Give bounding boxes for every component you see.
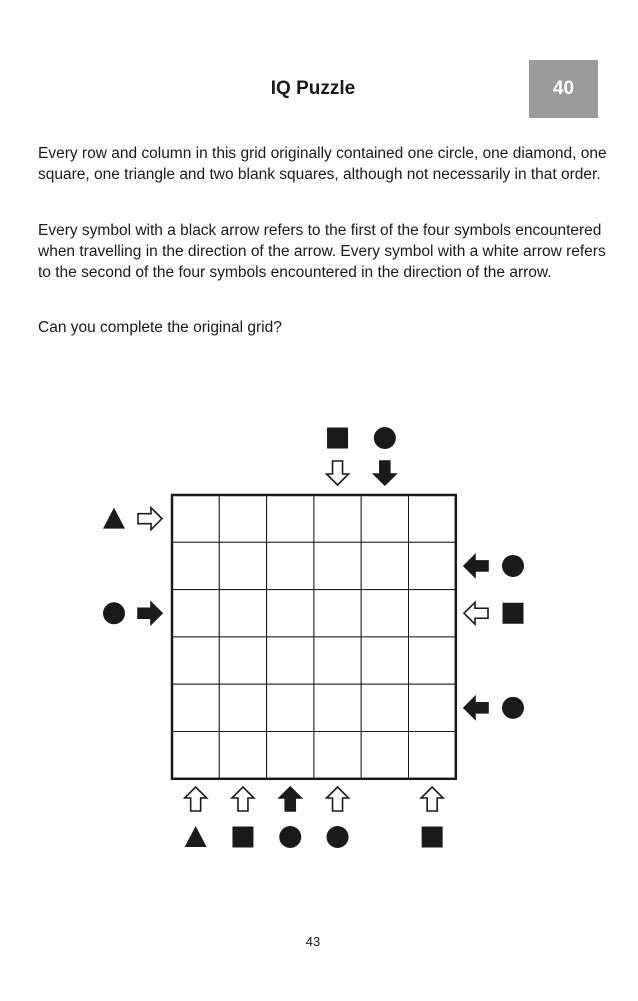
grid-cell xyxy=(219,590,266,637)
grid-cell xyxy=(409,495,456,542)
grid-cell xyxy=(409,590,456,637)
black-arrow-icon xyxy=(279,787,301,811)
grid-cell xyxy=(314,637,361,684)
grid-cell xyxy=(267,732,314,779)
grid-cell xyxy=(361,732,408,779)
grid-cell xyxy=(361,495,408,542)
instruction-paragraph-question: Can you complete the original grid? xyxy=(38,319,282,336)
grid-cell xyxy=(409,732,456,779)
black-arrow-icon xyxy=(464,697,488,719)
grid-cell xyxy=(219,637,266,684)
grid-cell xyxy=(267,542,314,589)
grid-cell xyxy=(314,495,361,542)
grid-cell xyxy=(219,495,266,542)
circle-symbol xyxy=(103,602,125,624)
page-title: IQ Puzzle xyxy=(270,78,356,99)
instruction-paragraph-arrows: Every symbol with a black arrow refers to the first of the four symbols encountered when travelling in the direction of the arrow. Every symbol with a white arrow refers to the second of the four symbols encountered in the direction of the arrow. xyxy=(38,222,606,281)
triangle-symbol xyxy=(185,826,207,847)
circle-symbol xyxy=(327,826,349,848)
grid-cell xyxy=(219,732,266,779)
grid-cell xyxy=(172,590,219,637)
square-symbol xyxy=(327,428,348,449)
white-arrow-icon xyxy=(138,508,162,530)
grid-cell xyxy=(267,495,314,542)
circle-symbol xyxy=(374,427,396,449)
white-arrow-icon xyxy=(464,602,488,624)
grid-cell xyxy=(219,542,266,589)
black-arrow-icon xyxy=(374,461,396,485)
black-arrow-icon xyxy=(138,602,162,624)
white-arrow-icon xyxy=(327,461,349,485)
circle-symbol xyxy=(502,555,524,577)
grid-cell xyxy=(361,684,408,731)
grid-cell xyxy=(314,684,361,731)
grid-cell xyxy=(172,732,219,779)
grid-cell xyxy=(361,590,408,637)
grid-cell xyxy=(361,542,408,589)
circle-symbol xyxy=(279,826,301,848)
grid-cell xyxy=(314,542,361,589)
white-arrow-icon xyxy=(327,787,349,811)
grid-cell xyxy=(267,637,314,684)
grid-cell xyxy=(267,590,314,637)
grid-cell xyxy=(267,684,314,731)
grid-cell xyxy=(314,732,361,779)
grid-cell xyxy=(409,637,456,684)
instruction-paragraph-rules: Every row and column in this grid originally contained one circle, one diamond, one square, one triangle and two blank squares, although not necessarily in that order. xyxy=(38,145,607,183)
grid-cell xyxy=(172,495,219,542)
grid-cell xyxy=(314,590,361,637)
circle-symbol xyxy=(502,697,524,719)
square-symbol xyxy=(232,827,253,848)
puzzle-number-badge: 40 xyxy=(529,60,598,118)
square-symbol xyxy=(422,827,443,848)
page-number: 43 xyxy=(305,934,321,949)
puzzle-grid xyxy=(172,495,456,779)
grid-cell xyxy=(172,542,219,589)
grid-cell xyxy=(172,684,219,731)
grid-cell xyxy=(172,637,219,684)
grid-cell xyxy=(219,684,266,731)
triangle-symbol xyxy=(103,508,125,529)
white-arrow-icon xyxy=(421,787,443,811)
grid-cell xyxy=(361,637,408,684)
grid-cell xyxy=(409,542,456,589)
white-arrow-icon xyxy=(185,787,207,811)
black-arrow-icon xyxy=(464,555,488,577)
square-symbol xyxy=(503,603,524,624)
white-arrow-icon xyxy=(232,787,254,811)
grid-cell xyxy=(409,684,456,731)
